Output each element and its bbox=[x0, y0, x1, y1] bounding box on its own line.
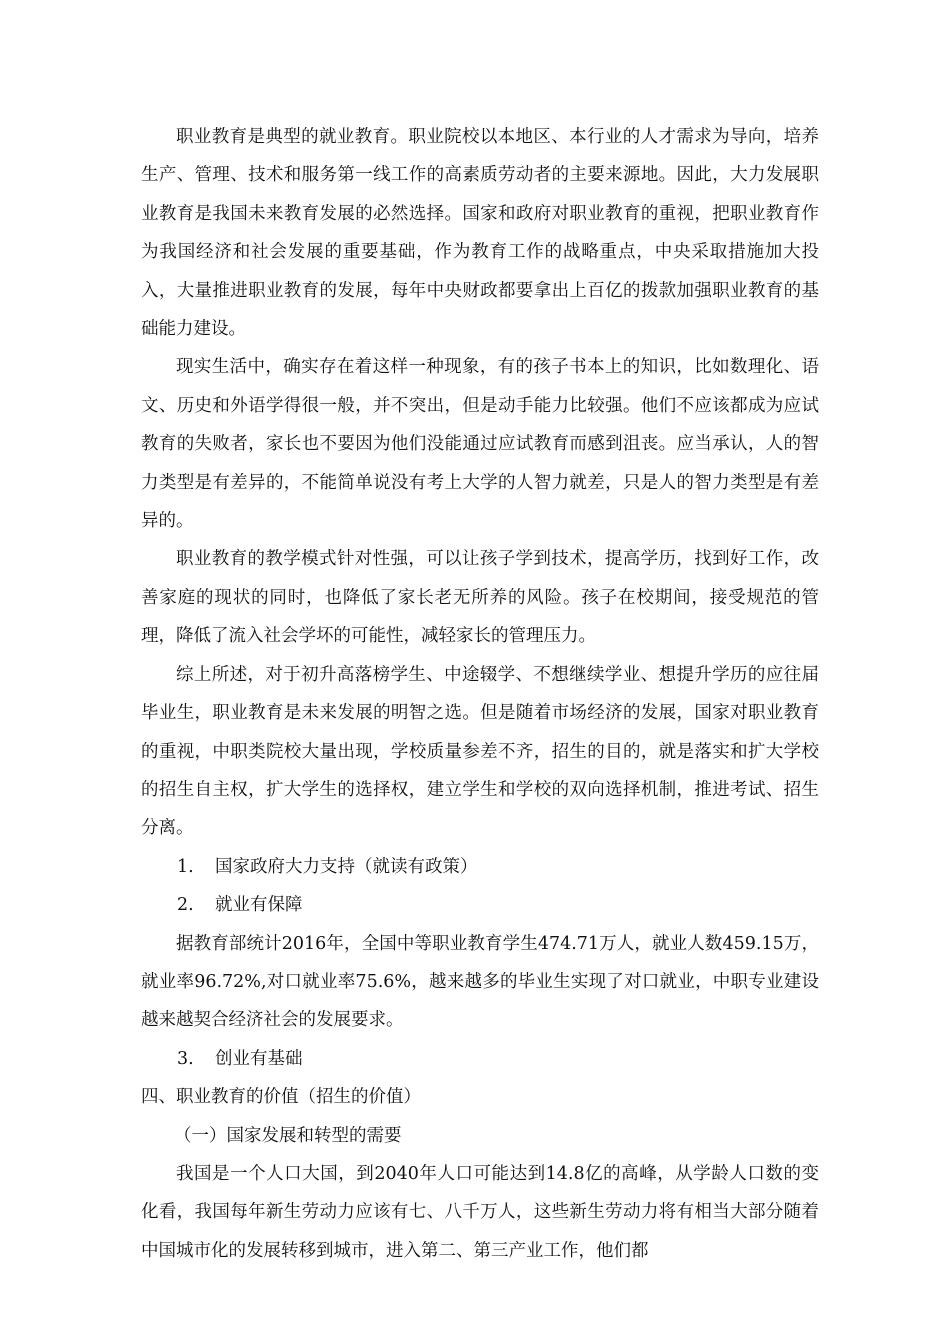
list-text: 就业有保障 bbox=[215, 895, 303, 916]
paragraph-statistics: 据教育部统计2016年，全国中等职业教育学生474.71万人，就业人数459.15万，就业率96.72%,对口就业率75.6%，越来越多的毕业生实现了对口就业，中职专业建设越来越契合经济社会的发展要求。 bbox=[141, 933, 819, 1031]
list-text: 国家政府大力支持（就读有政策） bbox=[215, 856, 478, 877]
paragraph-real-life: 现实生活中，确实存在着这样一种现象，有的孩子书本上的知识，比如数理化、语文、历史和外语学得很一般，并不突出，但是动手能力比较强。他们不应该都成为应试教育的失败者，家长也不要因为他们没能通过应试教育而感到沮丧。应当承认，人的智力类型是有差异的，不能简单说没有考上大学的人智力就差，只是人的智力类型是有差异的。 bbox=[141, 357, 819, 532]
sub-heading: （一）国家发展和转型的需要 bbox=[174, 1125, 402, 1146]
paragraph-summary: 综上所述，对于初升高落榜学生、中途辍学、不想继续学业、想提升学历的应往届毕业生，职业教育是未来发展的明智之选。但是随着市场经济的发展，国家对职业教育的重视，中职类院校大量出现，学校质量参差不齐，招生的目的，就是落实和扩大学校的招生自主权，扩大学生的选择权，建立学生和学校的双向选择机制，推进考试、招生分离。 bbox=[141, 664, 819, 839]
list-item-3 bbox=[141, 1040, 819, 1078]
list-number: 3. bbox=[177, 1048, 194, 1069]
section-heading: 四、职业教育的价值（招生的价值） bbox=[141, 1087, 421, 1108]
list-text: 创业有基础 bbox=[215, 1048, 303, 1069]
list-item-1 bbox=[141, 848, 819, 886]
list-number: 1. bbox=[177, 856, 194, 877]
list-number: 2. bbox=[177, 895, 194, 916]
paragraph-teaching-model: 职业教育的教学模式针对性强，可以让孩子学到技术，提高学历，找到好工作，改善家庭的现状的同时，也降低了家长老无所养的风险。孩子在校期间，接受规范的管理，降低了流入社会学坏的可能性，减轻家长的管理压力。 bbox=[141, 549, 819, 647]
list-item-2 bbox=[141, 886, 819, 924]
paragraph-vocational-employment: 职业教育是典型的就业教育。职业院校以本地区、本行业的人才需求为导向，培养生产、管理、技术和服务第一线工作的高素质劳动者的主要来源地。因此，大力发展职业教育是我国未来教育发展的必然选择。国家和政府对职业教育的重视，把职业教育作为我国经济和社会发展的重要基础，作为教育工作的战略重点，中央采取措施加大投入，大量推进职业教育的发展，每年中央财政都要拿出上百亿的拨款加强职业教育的基础能力建设。 bbox=[141, 127, 819, 340]
paragraph-population: 我国是一个人口大国，到2040年人口可能达到14.8亿的高峰，从学龄人口数的变化看，我国每年新生劳动力应该有七、八千万人，这些新生劳动力将有相当大部分随着中国城市化的发展转移到城市，进入第二、第三产业工作，他们都 bbox=[141, 1163, 819, 1261]
